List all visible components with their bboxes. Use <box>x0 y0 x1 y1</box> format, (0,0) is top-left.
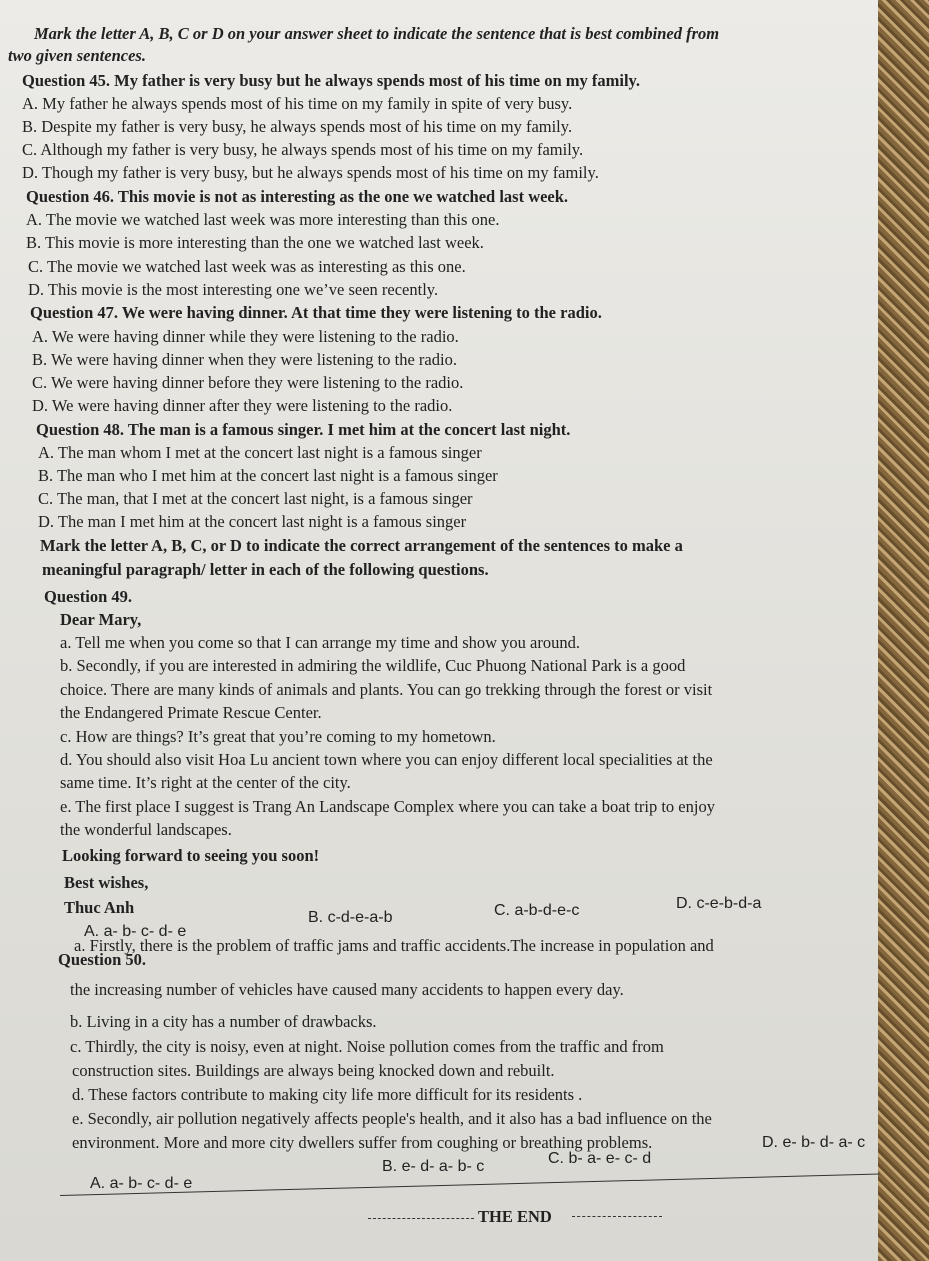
letter-closing-line: Looking forward to seeing you soon! <box>62 846 320 865</box>
letter-sign-off: Best wishes, <box>64 873 149 892</box>
q46-option-b: B. This movie is more interesting than the one we watched last week. <box>26 233 484 252</box>
question-48-title: Question 48. The man is a famous singer. I met him at the concert last night. <box>36 420 571 439</box>
q50-answer-c[interactable]: C. b- a- e- c- d <box>548 1150 652 1167</box>
q47-option-c: C. We were having dinner before they were listening to the radio. <box>32 373 464 392</box>
q45-option-d: D. Though my father is very busy, but he always spends most of his time on my family. <box>22 163 599 182</box>
q49-line-e: e. The first place I suggest is Trang An Landscape Complex where you can take a boat trip to enjoy <box>60 797 715 816</box>
question-45-title: Question 45. My father is very busy but he always spends most of his time on my family. <box>22 71 641 90</box>
q48-option-d: D. The man I met him at the concert last night is a famous singer <box>38 512 467 531</box>
q50-answer-b[interactable]: B. e- d- a- b- c <box>382 1158 485 1175</box>
q50-line-a-text: a. Firstly, there is the problem of traffic jams and traffic accidents.The increase in population and <box>74 936 714 955</box>
q49-line-b-cont-1: choice. There are many kinds of animals and plants. You can go trekking through the forest or visit <box>60 680 713 699</box>
q49-line-e-cont: the wonderful landscapes. <box>60 820 232 839</box>
q50-line-e: e. Secondly, air pollution negatively affects people's health, and it also has a bad influence on the <box>72 1109 712 1128</box>
letter-signature: Thuc Anh <box>64 898 135 917</box>
q48-option-c: C. The man, that I met at the concert last night, is a famous singer <box>38 489 473 508</box>
q50-line-b: b. Living in a city has a number of drawbacks. <box>70 1012 377 1031</box>
q45-option-b: B. Despite my father is very busy, he always spends most of his time on my family. <box>22 117 573 136</box>
q50-answer-a[interactable]: A. a- b- c- d- e <box>90 1175 193 1192</box>
q50-line-c: c. Thirdly, the city is noisy, even at night. Noise pollution comes from the traffic and from <box>70 1037 664 1056</box>
q49-line-d-cont: same time. It’s right at the center of the city. <box>60 773 351 792</box>
question-49-title: Question 49. <box>44 587 133 606</box>
question-47-title: Question 47. We were having dinner. At that time they were listening to the radio. <box>30 303 602 322</box>
letter-greeting: Dear Mary, <box>60 610 142 629</box>
footer-dash-left <box>368 1218 474 1220</box>
q50-line-c-cont: construction sites. Buildings are always being knocked down and rebuilt. <box>72 1061 555 1080</box>
instruction-2-line-1: Mark the letter A, B, C, or D to indicate the correct arrangement of the sentences to make a <box>40 536 683 555</box>
q49-line-c: c. How are things? It’s great that you’re coming to my hometown. <box>60 727 496 746</box>
q46-option-d: D. This movie is the most interesting one we’ve seen recently. <box>28 280 439 299</box>
q47-option-a: A. We were having dinner while they were listening to the radio. <box>32 327 459 346</box>
q50-line-a-cont: the increasing number of vehicles have caused many accidents to happen every day. <box>70 980 624 999</box>
q46-option-a: A. The movie we watched last week was more interesting than this one. <box>26 210 500 229</box>
q50-line-e-cont: environment. More and more city dwellers suffer from coughing or breathing problems. <box>72 1133 653 1152</box>
q45-option-c: C. Although my father is very busy, he always spends most of his time on my family. <box>22 140 584 159</box>
q48-option-a: A. The man whom I met at the concert last night is a famous singer <box>38 443 482 462</box>
q50-line-d: d. These factors contribute to making city life more difficult for its residents . <box>72 1085 583 1104</box>
q49-answer-d[interactable]: D. c-e-b-d-a <box>676 895 762 912</box>
q47-option-b: B. We were having dinner when they were listening to the radio. <box>32 350 457 369</box>
question-46-title: Question 46. This movie is not as interesting as the one we watched last week. <box>26 187 569 206</box>
question-50-title: Question 50. <box>58 950 147 969</box>
table-cloth-background <box>878 0 929 1261</box>
instruction-line-1: Mark the letter A, B, C or D on your answer sheet to indicate the sentence that is best combined from <box>34 24 720 43</box>
q49-answer-a[interactable]: A. a- b- c- d- e <box>84 923 187 940</box>
q49-line-b-cont-2: the Endangered Primate Rescue Center. <box>60 703 322 722</box>
q48-option-b: B. The man who I met him at the concert last night is a famous singer <box>38 466 498 485</box>
q45-option-a: A. My father he always spends most of his time on my family in spite of very busy. <box>22 94 573 113</box>
q49-line-b: b. Secondly, if you are interested in admiring the wildlife, Cuc Phuong National Park is a good <box>60 656 686 675</box>
q50-answer-d[interactable]: D. e- b- d- a- c <box>762 1134 866 1151</box>
footer-dash-right <box>572 1216 662 1218</box>
q47-option-d: D. We were having dinner after they were listening to the radio. <box>32 396 453 415</box>
q49-line-d: d. You should also visit Hoa Lu ancient town where you can enjoy different local specialities at the <box>60 750 713 769</box>
instruction-line-2: two given sentences. <box>8 46 146 65</box>
q49-answer-c[interactable]: C. a-b-d-e-c <box>494 902 580 919</box>
instruction-2-line-2: meaningful paragraph/ letter in each of the following questions. <box>42 560 489 579</box>
q46-option-c: C. The movie we watched last week was as interesting as this one. <box>28 257 466 276</box>
footer-the-end: THE END <box>478 1207 552 1226</box>
q49-answer-b[interactable]: B. c-d-e-a-b <box>308 909 393 926</box>
q49-line-a: a. Tell me when you come so that I can arrange my time and show you around. <box>60 633 580 652</box>
